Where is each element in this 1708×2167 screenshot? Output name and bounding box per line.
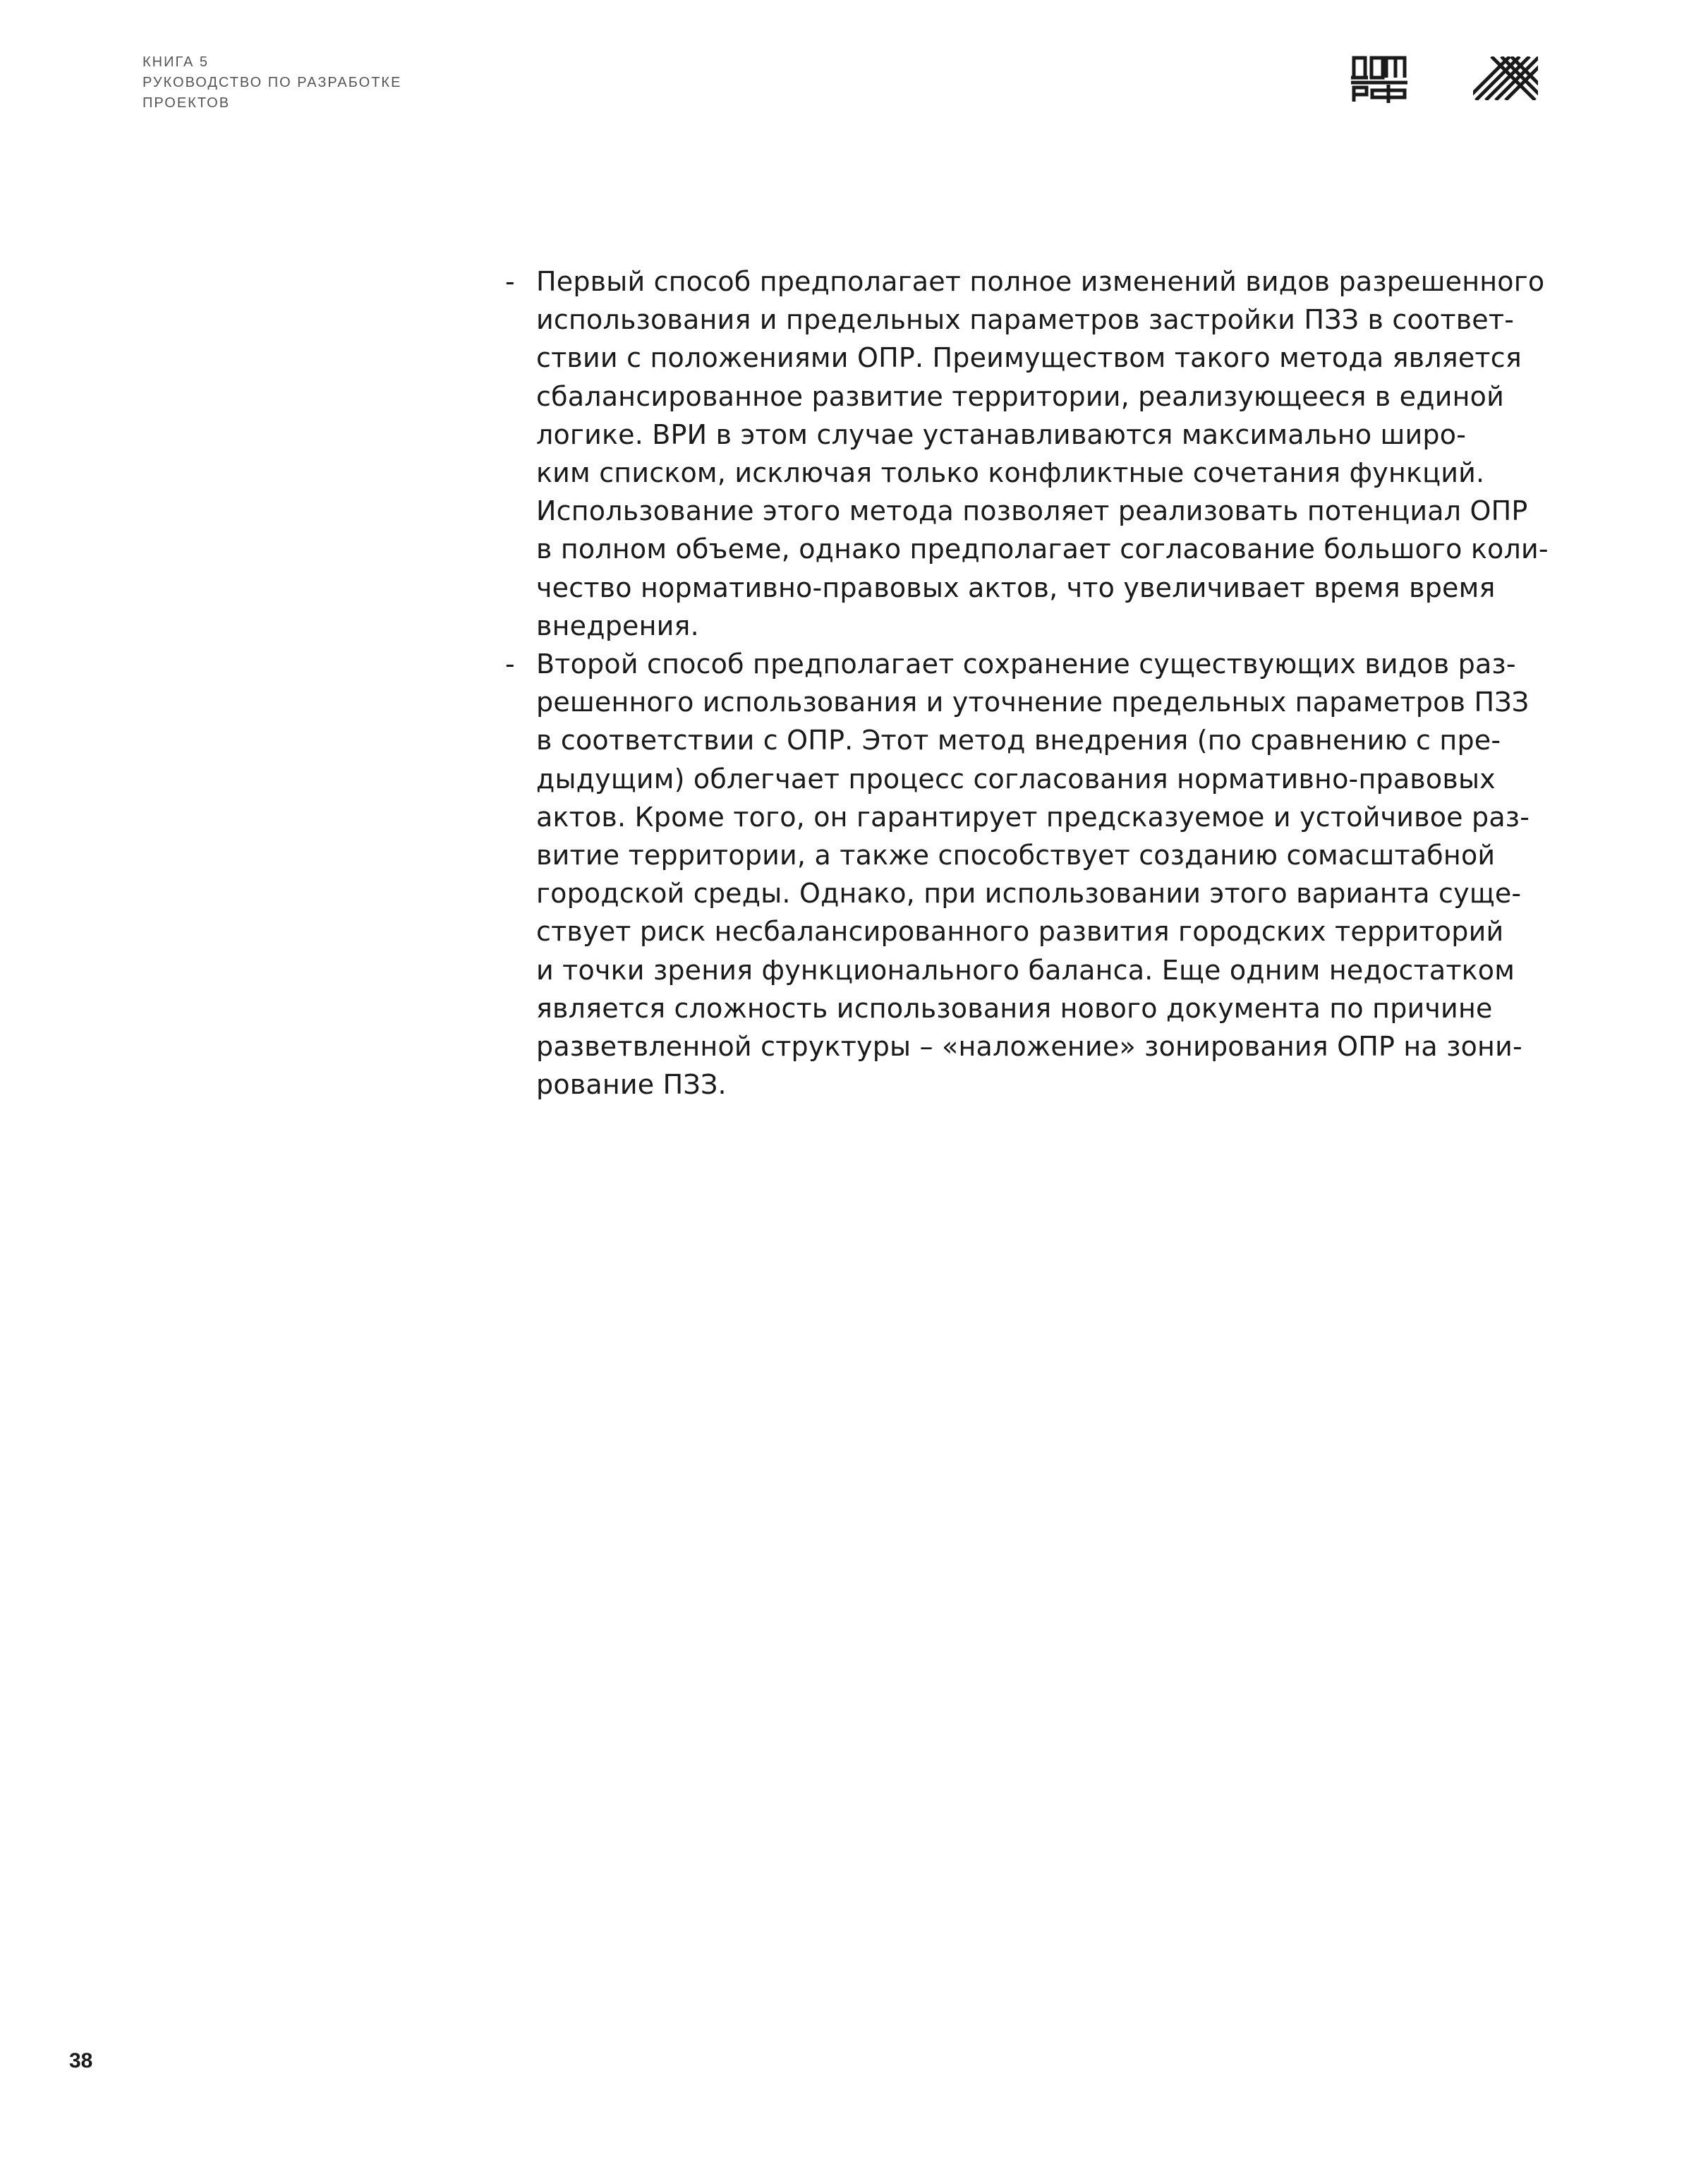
text-line: Первый способ предполагает полное изменений видов разрешенного bbox=[536, 266, 1545, 297]
text-line: в полном объеме, однако предполагает согласование большого коли- bbox=[536, 533, 1549, 565]
text-line: городской среды. Однако, при использовании этого варианта суще- bbox=[536, 878, 1522, 910]
bullet-dash: - bbox=[505, 648, 515, 680]
text-line: ствии с положениями ОПР. Преимуществом такого метода является bbox=[536, 342, 1522, 374]
text-line: ствует риск несбалансированного развития городских территорий bbox=[536, 916, 1504, 948]
dom-rf-logo bbox=[1351, 54, 1407, 103]
text-line: и точки зрения функционального баланса. Еще одним недостатком bbox=[536, 954, 1515, 986]
text-line: логике. ВРИ в этом случае устанавливаются максимально широ- bbox=[536, 418, 1467, 450]
main-body-text bbox=[504, 262, 1549, 1104]
header-book: КНИГА 5 bbox=[143, 54, 209, 70]
text-line: дыдущим) облегчает процесс согласования нормативно-правовых bbox=[536, 763, 1496, 795]
text-line: в соответствии с ОПР. Этот метод внедрения (по сравнению с пре- bbox=[536, 725, 1501, 756]
text-line: разветвленной структуры – «наложение» зонирования ОПР на зони- bbox=[536, 1031, 1522, 1063]
bullet-dash: - bbox=[505, 266, 515, 297]
header-title-line1: РУКОВОДСТВО ПО РАЗРАБОТКЕ bbox=[143, 75, 402, 90]
text-line: чество нормативно-правовых актов, что увеличивает время время bbox=[536, 572, 1496, 603]
running-header bbox=[143, 52, 401, 114]
text-line: витие территории, а также способствует созданию сомасштабной bbox=[536, 840, 1496, 871]
text-line: ким списком, исключая только конфликтные сочетания функций. bbox=[536, 457, 1485, 489]
text-line: является сложность использования нового документа по причине bbox=[536, 992, 1493, 1024]
bullet-item-second-method bbox=[504, 645, 1534, 1104]
text-line: рование ПЗЗ. bbox=[536, 1069, 727, 1101]
text-line: актов. Кроме того, он гарантирует предсказуемое и устойчивое раз- bbox=[536, 801, 1530, 833]
header-title-line2: ПРОЕКТОВ bbox=[143, 95, 231, 111]
page-number: 38 bbox=[69, 2049, 93, 2072]
bullet-item-first-method bbox=[504, 262, 1549, 645]
text-line: внедрения. bbox=[536, 610, 699, 641]
text-line: использования и предельных параметров застройки ПЗЗ в соответ- bbox=[536, 304, 1515, 336]
text-line: сбалансированное развитие территории, реализующееся в единой bbox=[536, 380, 1505, 412]
text-line: решенного использования и уточнение предельных параметров ПЗЗ bbox=[536, 687, 1530, 718]
text-line: Использование этого метода позволяет реализовать потенциал ОПР bbox=[536, 495, 1528, 527]
diagonal-pattern-logo bbox=[1473, 56, 1538, 100]
text-line: Второй способ предполагает сохранение существующих видов раз- bbox=[536, 648, 1516, 680]
